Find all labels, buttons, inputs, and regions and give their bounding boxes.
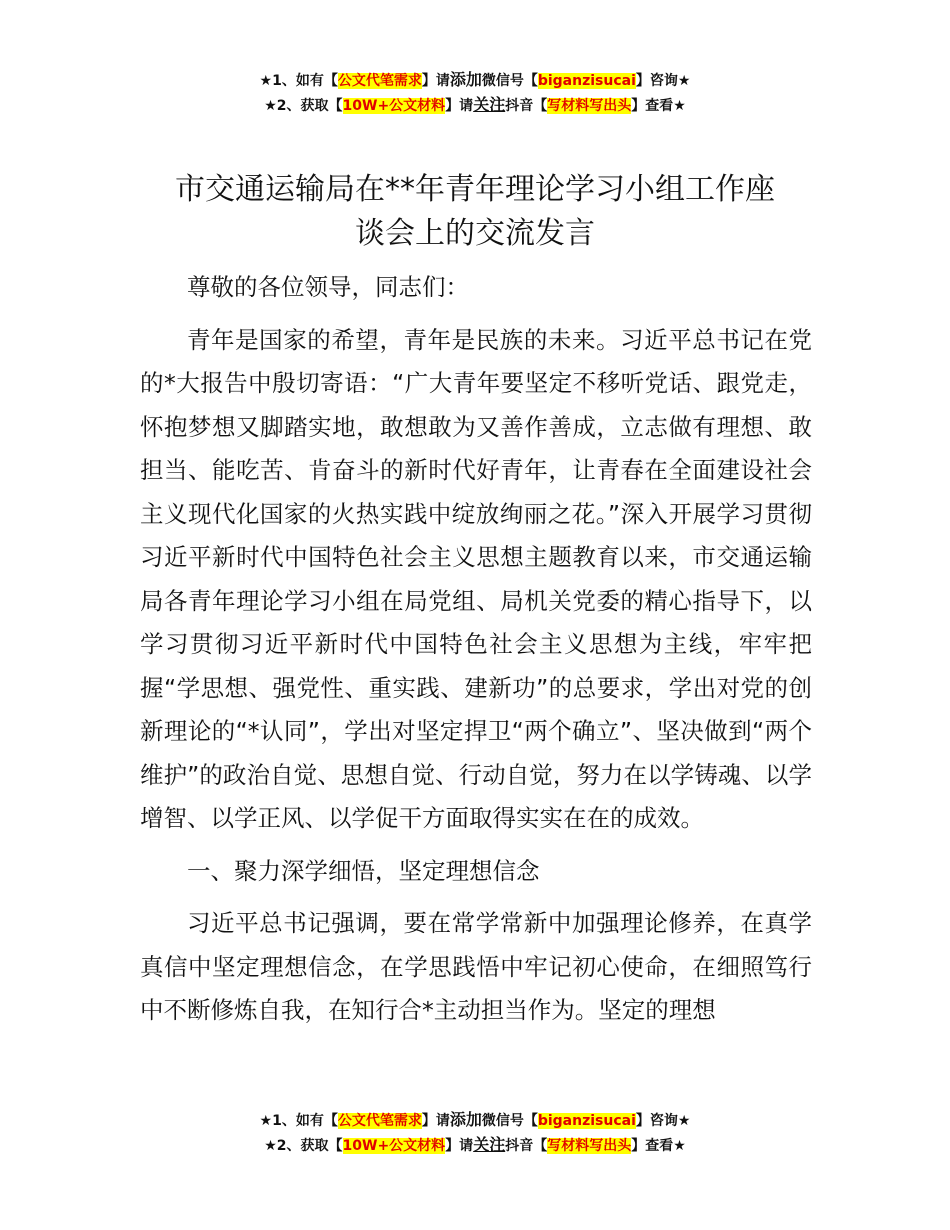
title-line-2: 谈会上的交流发言 bbox=[355, 216, 595, 251]
banner-text: 】咨询★ bbox=[635, 73, 691, 89]
banner-line-1 bbox=[0, 68, 950, 93]
banner-highlight: 公文代笔需求 bbox=[337, 73, 422, 89]
banner-text: 】查看★ bbox=[631, 1138, 686, 1154]
paragraph: 青年是国家的希望，青年是民族的未来。习近平总书记在党的*大报告中殷切寄语：“广大青年要坚定不移听党话、跟党走，怀抱梦想又脚踏实地，敢想敢为又善作善成，立志做有理想、敢担当、能吃苦、肯奋斗的新时代好青年，让青春在全面建设社会主义现代化国家的火热实践中绽放绚丽之花。”深入开展学习贯彻习近平新时代中国特色社会主义思想主题教育以来，市交通运输局各青年理论学习小组在局党组、局机关党委的精心指导下，以学习贯彻习近平新时代中国特色社会主义思想为主线，牢牢把握“学思想、强党性、重实践、建新功”的总要求，学出对党的创新理论的“*认同”，学出对坚定捍卫“两个确立”、坚决做到“两个维护”的政治自觉、思想自觉、行动自觉，努力在以学铸魂、以学增智、以学正风、以学促干方面取得实实在在的成效。 bbox=[140, 325, 812, 832]
banner-text: 】请 bbox=[421, 73, 450, 89]
banner-emphasis: 关注 bbox=[473, 95, 506, 114]
banner-emphasis: 添加 bbox=[449, 1110, 482, 1129]
banner-emphasis: 添加 bbox=[449, 70, 482, 89]
banner-highlight: 10W+公文材料 bbox=[342, 98, 446, 114]
banner-text: ★1、如有【 bbox=[259, 1113, 338, 1129]
banner-highlight: 写材料写出头 bbox=[547, 98, 632, 114]
section-heading: 一、聚力深学细悟，坚定理想信念 bbox=[187, 856, 540, 885]
banner-text: 微信号【 bbox=[481, 1113, 538, 1129]
banner-text: ★2、获取【 bbox=[264, 1138, 343, 1154]
banner-text: 】咨询★ bbox=[635, 1113, 691, 1129]
banner-highlight: biganzisucai bbox=[537, 1113, 636, 1129]
banner-emphasis: 关注 bbox=[473, 1135, 506, 1154]
document-title bbox=[140, 168, 810, 256]
footer-banner bbox=[0, 1108, 950, 1158]
document-body bbox=[140, 266, 812, 1042]
banner-text: 】查看★ bbox=[631, 98, 686, 114]
banner-text: 抖音【 bbox=[505, 1138, 548, 1154]
banner-line-2 bbox=[0, 93, 950, 118]
banner-highlight: 10W+公文材料 bbox=[342, 1138, 446, 1154]
banner-text: 微信号【 bbox=[481, 73, 538, 89]
greeting: 尊敬的各位领导，同志们： bbox=[187, 273, 469, 301]
header-banner bbox=[0, 68, 950, 118]
banner-text: ★2、获取【 bbox=[264, 98, 343, 114]
paragraph: 习近平总书记强调，要在常学常新中加强理论修养，在真学真信中坚定理想信念，在学思践悟中牢记初心使命，在细照笃行中不断修炼自我，在知行合*主动担当作为。坚定的理想 bbox=[140, 909, 812, 1024]
banner-highlight: biganzisucai bbox=[537, 73, 636, 89]
banner-line-1 bbox=[0, 1108, 950, 1133]
banner-text: 】请 bbox=[421, 1113, 450, 1129]
banner-text: ★1、如有【 bbox=[259, 73, 338, 89]
banner-highlight: 公文代笔需求 bbox=[337, 1113, 422, 1129]
banner-text: 】请 bbox=[445, 98, 474, 114]
banner-text: 】请 bbox=[445, 1138, 474, 1154]
banner-text: 抖音【 bbox=[505, 98, 548, 114]
banner-highlight: 写材料写出头 bbox=[547, 1138, 632, 1154]
banner-line-2 bbox=[0, 1133, 950, 1158]
title-line-1: 市交通运输局在**年青年理论学习小组工作座 bbox=[175, 172, 775, 207]
